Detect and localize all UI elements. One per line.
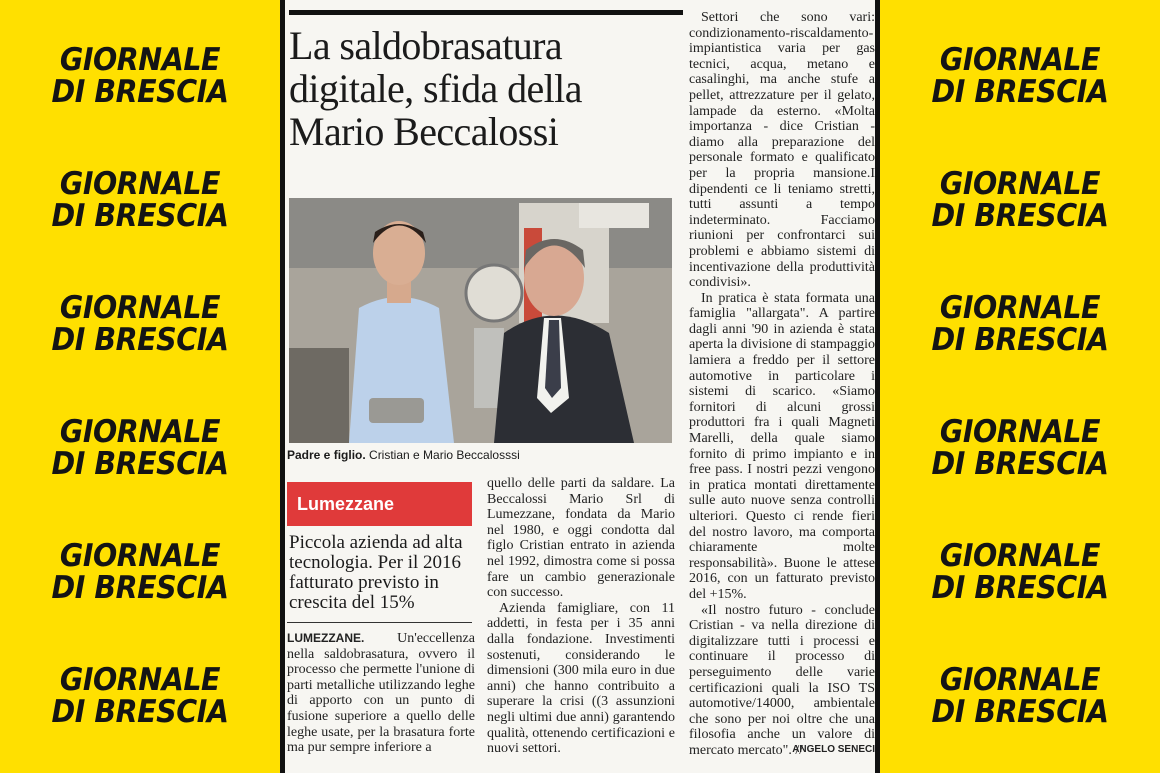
body-paragraph: Settori che sono vari: condizionamento-riscaldamento-impiantistica varia per gas tecnici, acqua, metano e casalinghi, ma anche stufe a pellet, attrezzature per il gelato, lampade da esterno. «Molta importanza - dice Cristian - diamo alla preparazione del personale formato e qualificato per la propria mansione.I dipendenti ce li teniamo stretti, tutti assunti a tempo indeterminato. Facciamo riunioni per confrontarci sui problemi e abbiamo sistemi di incentivazione della produttività condivisi». (689, 10, 875, 291)
logo-line-1: GIORNALE (939, 42, 1101, 78)
body-paragraph: In pratica è stata formata una famiglia "allargata". A partire dagli anni '90 in azienda è stata aperta la divisione di stampaggio lamiera a freddo per il settore automotive in particolare i sistemi di scarico. «Siamo fornitori di alcuni grossi produttori fra i quali Magneti Marelli, della quale siamo fornito di primo impianto e in free pass. I nostri pezzi vengono in pratica montati direttamente sulle auto nuove senza controlli ulteriori. Questo ci rende fieri del nostro lavoro, ma comporta chiaramente molte responsabilità». Buone le attese 2016, con un fatturato previsto del +15%. (689, 290, 875, 602)
headline-line: digitale, sfida della (289, 66, 582, 111)
deck-subhead: Piccola azienda ad alta tecnologia. Per il 2016 fatturato previsto in crescita del 15% (289, 532, 463, 613)
headline (289, 24, 683, 153)
logo-line-1: GIORNALE (59, 166, 221, 202)
deck-rule (287, 622, 472, 623)
body-text: Un'eccellenza nella saldobrasatura, ovvero il processo che permette l'unione di parti metalliche utilizzando leghe di apporto con un punto di fusione superiore a quello delle leghe usate, per la brasatura forte ma pur sempre inferiore a (287, 631, 475, 756)
logo-line-1: GIORNALE (939, 414, 1101, 450)
logo-line-1: GIORNALE (59, 538, 221, 574)
author-byline: ANGELO SENECI (792, 744, 875, 755)
logo-block (11, 664, 269, 728)
logo-block (891, 168, 1149, 232)
logo-line-2: DI BRESCIA (51, 74, 229, 110)
logo-block (11, 540, 269, 604)
logo-line-2: DI BRESCIA (931, 446, 1109, 482)
logo-line-2: DI BRESCIA (51, 446, 229, 482)
caption-text: Cristian e Mario Beccalosssi (365, 448, 520, 462)
logo-line-2: DI BRESCIA (931, 570, 1109, 606)
body-paragraph: Azienda famigliare, con 11 addetti, in festa per i 35 anni dalla fondazione. Investimenti sostenuti, considerando le dimensioni (300 mila euro in due anni) che hanno contribuito a superare la crisi ((3 assunzioni negli ultimi due anni) garantendo qualità, ottenendo certificazioni e nuovi settori. (487, 600, 675, 757)
logo-line-2: DI BRESCIA (51, 198, 229, 234)
logo-block (891, 416, 1149, 480)
logo-block (11, 44, 269, 108)
logo-line-1: GIORNALE (939, 662, 1101, 698)
headline-rule (289, 10, 683, 15)
right-logo-panel (880, 0, 1160, 773)
headline-line: Mario Beccalossi (289, 109, 559, 154)
logo-line-2: DI BRESCIA (51, 322, 229, 358)
logo-line-2: DI BRESCIA (931, 322, 1109, 358)
article-column-2 (487, 476, 675, 757)
logo-block (11, 292, 269, 356)
logo-line-1: GIORNALE (59, 290, 221, 326)
logo-line-2: DI BRESCIA (931, 694, 1109, 730)
caption-bold: Padre e figlio. (287, 448, 366, 462)
logo-block (891, 540, 1149, 604)
photo-caption (287, 448, 681, 462)
dateline: LUMEZZANE. (287, 631, 365, 645)
logo-block (11, 416, 269, 480)
body-paragraph: «Il nostro futuro - conclude Cristian - va nella direzione di digitalizzare tutti i processi e continuare il processo di perseguimento delle varie certificazioni quali la ISO TS automotive/14000, ambientale che sono per noi oltre che una filosofia anche un valore di mercato mercato". // (689, 602, 875, 758)
article-column-3 (689, 10, 875, 759)
logo-line-1: GIORNALE (59, 662, 221, 698)
logo-line-1: GIORNALE (939, 166, 1101, 202)
logo-block (891, 44, 1149, 108)
logo-line-1: GIORNALE (59, 414, 221, 450)
article-column-1 (287, 631, 475, 756)
logo-line-1: GIORNALE (939, 290, 1101, 326)
photo-illustration (289, 198, 672, 443)
body-paragraph: quello delle parti da saldare. La Beccalossi Mario Srl di Lumezzane, fondata da Mario nel 1980, e oggi condotta dal figlo Cristian entrato in azienda nel 1992, dimostra come si possa fare un cambio generazionale con successo. (487, 476, 675, 601)
logo-block (891, 664, 1149, 728)
logo-line-1: GIORNALE (59, 42, 221, 78)
logo-block (11, 168, 269, 232)
logo-line-1: GIORNALE (939, 538, 1101, 574)
newspaper-article (285, 0, 875, 773)
logo-line-2: DI BRESCIA (51, 570, 229, 606)
logo-line-2: DI BRESCIA (51, 694, 229, 730)
article-photo (289, 198, 672, 443)
logo-block (891, 292, 1149, 356)
section-label: Lumezzane (287, 482, 472, 526)
left-logo-panel (0, 0, 280, 773)
headline-line: La saldobrasatura (289, 23, 563, 68)
logo-line-2: DI BRESCIA (931, 74, 1109, 110)
logo-line-2: DI BRESCIA (931, 198, 1109, 234)
